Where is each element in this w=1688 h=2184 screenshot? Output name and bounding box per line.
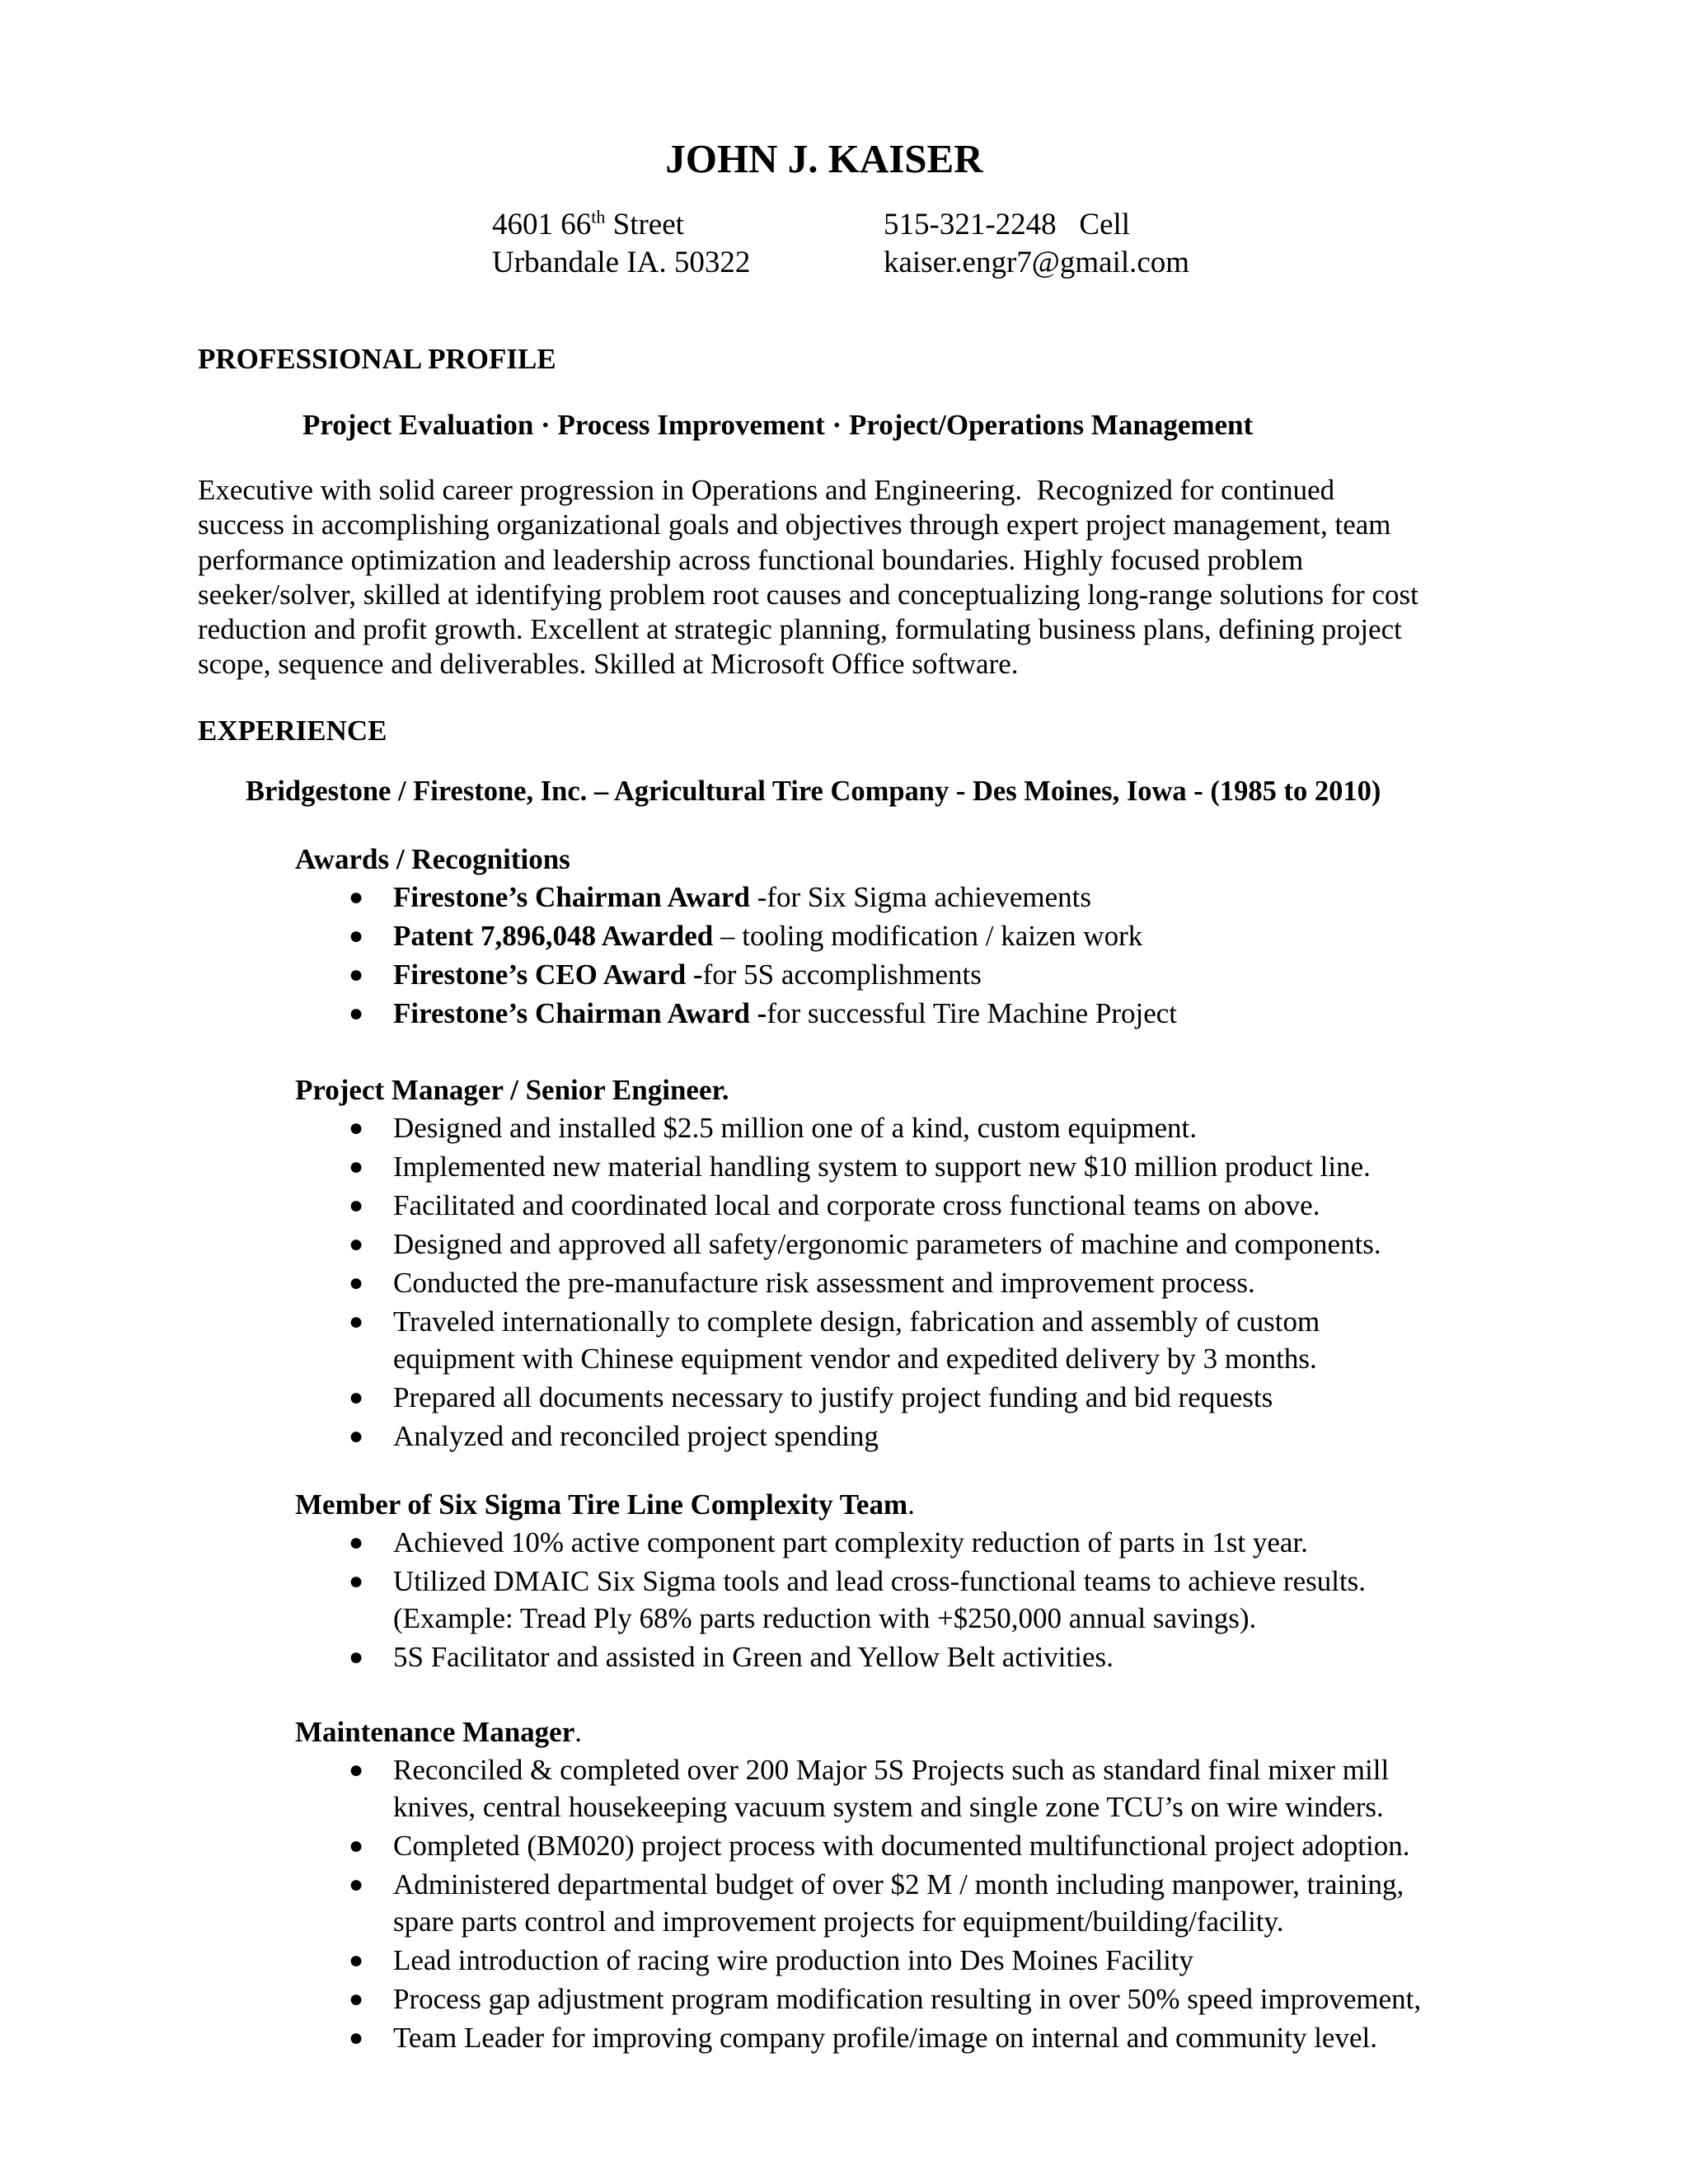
list-item bbox=[0, 2018, 1421, 2057]
award-name: Firestone’s Chairman Award - bbox=[393, 997, 767, 1029]
profile-line: success in accomplishing organizational goals and objectives through expert project management, team bbox=[198, 509, 1391, 541]
item-text-continued: knives, central housekeeping vacuum system and single zone TCU’s on wire winders. bbox=[393, 1791, 1384, 1823]
section-heading-experience: EXPERIENCE bbox=[198, 715, 387, 747]
awards-title: Awards / Recognitions bbox=[295, 843, 570, 875]
bullet-icon: ● bbox=[349, 883, 364, 911]
item-text: Process gap adjustment program modification resulting in over 50% speed improvement, bbox=[393, 1983, 1422, 2015]
item-text: Designed and approved all safety/ergonomic parameters of machine and components. bbox=[393, 1228, 1381, 1260]
role-title-text: Maintenance Manager bbox=[295, 1716, 575, 1748]
item-text-continued: spare parts control and improvement projects for equipment/building/facility. bbox=[393, 1905, 1284, 1938]
bullet-icon: ● bbox=[349, 961, 364, 988]
award-name: Patent 7,896,048 Awarded bbox=[393, 920, 714, 952]
address-number: 4601 66 bbox=[492, 208, 592, 241]
role-title-period: . bbox=[907, 1488, 915, 1521]
item-text: Conducted the pre-manufacture risk assessment and improvement process. bbox=[393, 1267, 1255, 1299]
item-text: Prepared all documents necessary to justify project funding and bid requests bbox=[393, 1381, 1273, 1413]
list-item bbox=[0, 1302, 1381, 1378]
maintenance-list bbox=[0, 1750, 1421, 2057]
bullet-icon: ● bbox=[349, 1985, 364, 2013]
bullet-icon: ● bbox=[349, 1000, 364, 1027]
role-title-period: . bbox=[574, 1716, 582, 1748]
bullet-icon: ● bbox=[349, 1308, 364, 1335]
profile-line: reduction and profit growth. Excellent at strategic planning, formulating business plans, defining project bbox=[198, 613, 1402, 646]
list-item bbox=[0, 878, 1177, 916]
item-text: Achieved 10% active component part complexity reduction of parts in 1st year. bbox=[393, 1526, 1308, 1558]
employer-line: Bridgestone / Firestone, Inc. – Agricultural Tire Company - Des Moines, Iowa - (1985 to 2010) bbox=[246, 776, 1381, 807]
bullet-icon: ● bbox=[349, 922, 364, 949]
address-line-2: Urbandale IA. 50322 bbox=[492, 246, 751, 279]
role-title-maintenance-manager bbox=[295, 1714, 582, 1750]
bullet-icon: ● bbox=[349, 1153, 364, 1180]
item-text-continued: (Example: Tread Ply 68% parts reduction with +$250,000 annual savings). bbox=[393, 1602, 1257, 1634]
award-detail: for successful Tire Machine Project bbox=[767, 997, 1178, 1029]
list-item bbox=[0, 1826, 1421, 1865]
email: kaiser.engr7@gmail.com bbox=[884, 246, 1190, 279]
award-detail: – tooling modification / kaizen work bbox=[713, 920, 1143, 952]
list-item bbox=[0, 1225, 1381, 1263]
list-item bbox=[0, 1186, 1381, 1225]
bullet-icon: ● bbox=[349, 1568, 364, 1595]
profile-line: scope, sequence and deliverables. Skilled at Microsoft Office software. bbox=[198, 648, 1019, 681]
item-text: Traveled internationally to complete design, fabrication and assembly of custom bbox=[393, 1305, 1320, 1338]
bullet-icon: ● bbox=[349, 1114, 364, 1141]
address-ordinal: th bbox=[591, 206, 606, 227]
profile-line: performance optimization and leadership across functional boundaries. Highly focused problem bbox=[198, 543, 1304, 576]
award-name: Firestone’s Chairman Award bbox=[393, 881, 750, 913]
bullet-icon: ● bbox=[349, 1832, 364, 1859]
item-text: Team Leader for improving company profile/image on internal and community level. bbox=[393, 2022, 1377, 2054]
item-text: Lead introduction of racing wire production into Des Moines Facility bbox=[393, 1944, 1194, 1976]
item-text: Facilitated and coordinated local and corporate cross functional teams on above. bbox=[393, 1189, 1320, 1221]
role-title-text: Member of Six Sigma Tire Line Complexity Team bbox=[295, 1488, 908, 1521]
award-detail: for 5S accomplishments bbox=[702, 958, 982, 991]
bullet-icon: ● bbox=[349, 2024, 364, 2051]
list-item bbox=[0, 1638, 1366, 1676]
list-item bbox=[0, 1562, 1366, 1638]
award-name: Firestone’s CEO Award - bbox=[393, 958, 703, 991]
list-item bbox=[0, 1417, 1381, 1455]
list-item bbox=[0, 1980, 1421, 2018]
item-text: Utilized DMAIC Six Sigma tools and lead cross-functional teams to achieve results. bbox=[393, 1565, 1367, 1597]
bullet-icon: ● bbox=[349, 1756, 364, 1783]
profile-tagline: Project Evaluation · Process Improvement · Project/Operations Management bbox=[302, 409, 1254, 441]
contact-row-1 bbox=[492, 206, 1131, 244]
bullet-icon: ● bbox=[349, 1947, 364, 1974]
item-text-continued: equipment with Chinese equipment vendor and expedited delivery by 3 months. bbox=[393, 1343, 1317, 1375]
candidate-name: JOHN J. KAISER bbox=[665, 136, 983, 181]
address-line-1 bbox=[492, 208, 684, 241]
list-item bbox=[0, 916, 1177, 955]
list-item bbox=[0, 1941, 1421, 1980]
item-text: Analyzed and reconciled project spending bbox=[393, 1420, 879, 1452]
item-text: Implemented new material handling system to support new $10 million product line. bbox=[393, 1151, 1371, 1183]
bullet-icon: ● bbox=[349, 1871, 364, 1898]
contact-row-2 bbox=[492, 244, 1190, 282]
role-title-project-manager: Project Manager / Senior Engineer. bbox=[295, 1074, 729, 1106]
item-text: Reconciled & completed over 200 Major 5S Projects such as standard final mixer mill bbox=[393, 1754, 1390, 1786]
list-item bbox=[0, 1523, 1366, 1562]
list-item bbox=[0, 1147, 1381, 1186]
list-item bbox=[0, 1108, 1381, 1147]
bullet-icon: ● bbox=[349, 1269, 364, 1296]
awards-list bbox=[0, 878, 1177, 1033]
item-text: Designed and installed $2.5 million one of a kind, custom equipment. bbox=[393, 1112, 1197, 1144]
item-text: 5S Facilitator and assisted in Green and Yellow Belt activities. bbox=[393, 1641, 1114, 1673]
phone: 515-321-2248 Cell bbox=[884, 208, 1131, 241]
bullet-icon: ● bbox=[349, 1529, 364, 1556]
profile-summary bbox=[198, 473, 1484, 682]
six-sigma-list bbox=[0, 1523, 1366, 1676]
section-heading-profile: PROFESSIONAL PROFILE bbox=[198, 343, 556, 375]
award-detail: -for Six Sigma achievements bbox=[749, 881, 1092, 913]
list-item bbox=[0, 1378, 1381, 1417]
item-text: Administered departmental budget of over $2 M / month including manpower, training, bbox=[393, 1868, 1404, 1900]
list-item bbox=[0, 955, 1177, 994]
role-title-six-sigma bbox=[295, 1487, 915, 1523]
list-item bbox=[0, 1263, 1381, 1302]
list-item bbox=[0, 1750, 1421, 1826]
address-street: Street bbox=[605, 208, 684, 241]
item-text: Completed (BM020) project process with documented multifunctional project adoption. bbox=[393, 1830, 1410, 1862]
bullet-icon: ● bbox=[349, 1422, 364, 1450]
profile-line: seeker/solver, skilled at identifying problem root causes and conceptualizing long-range solutions for cost bbox=[198, 578, 1418, 611]
list-item bbox=[0, 1865, 1421, 1941]
bullet-icon: ● bbox=[349, 1643, 364, 1671]
list-item bbox=[0, 994, 1177, 1033]
profile-line: Executive with solid career progression in Operations and Engineering. Recognized for continued bbox=[198, 474, 1335, 506]
bullet-icon: ● bbox=[349, 1192, 364, 1219]
bullet-icon: ● bbox=[349, 1230, 364, 1258]
project-manager-list bbox=[0, 1108, 1381, 1455]
bullet-icon: ● bbox=[349, 1384, 364, 1411]
